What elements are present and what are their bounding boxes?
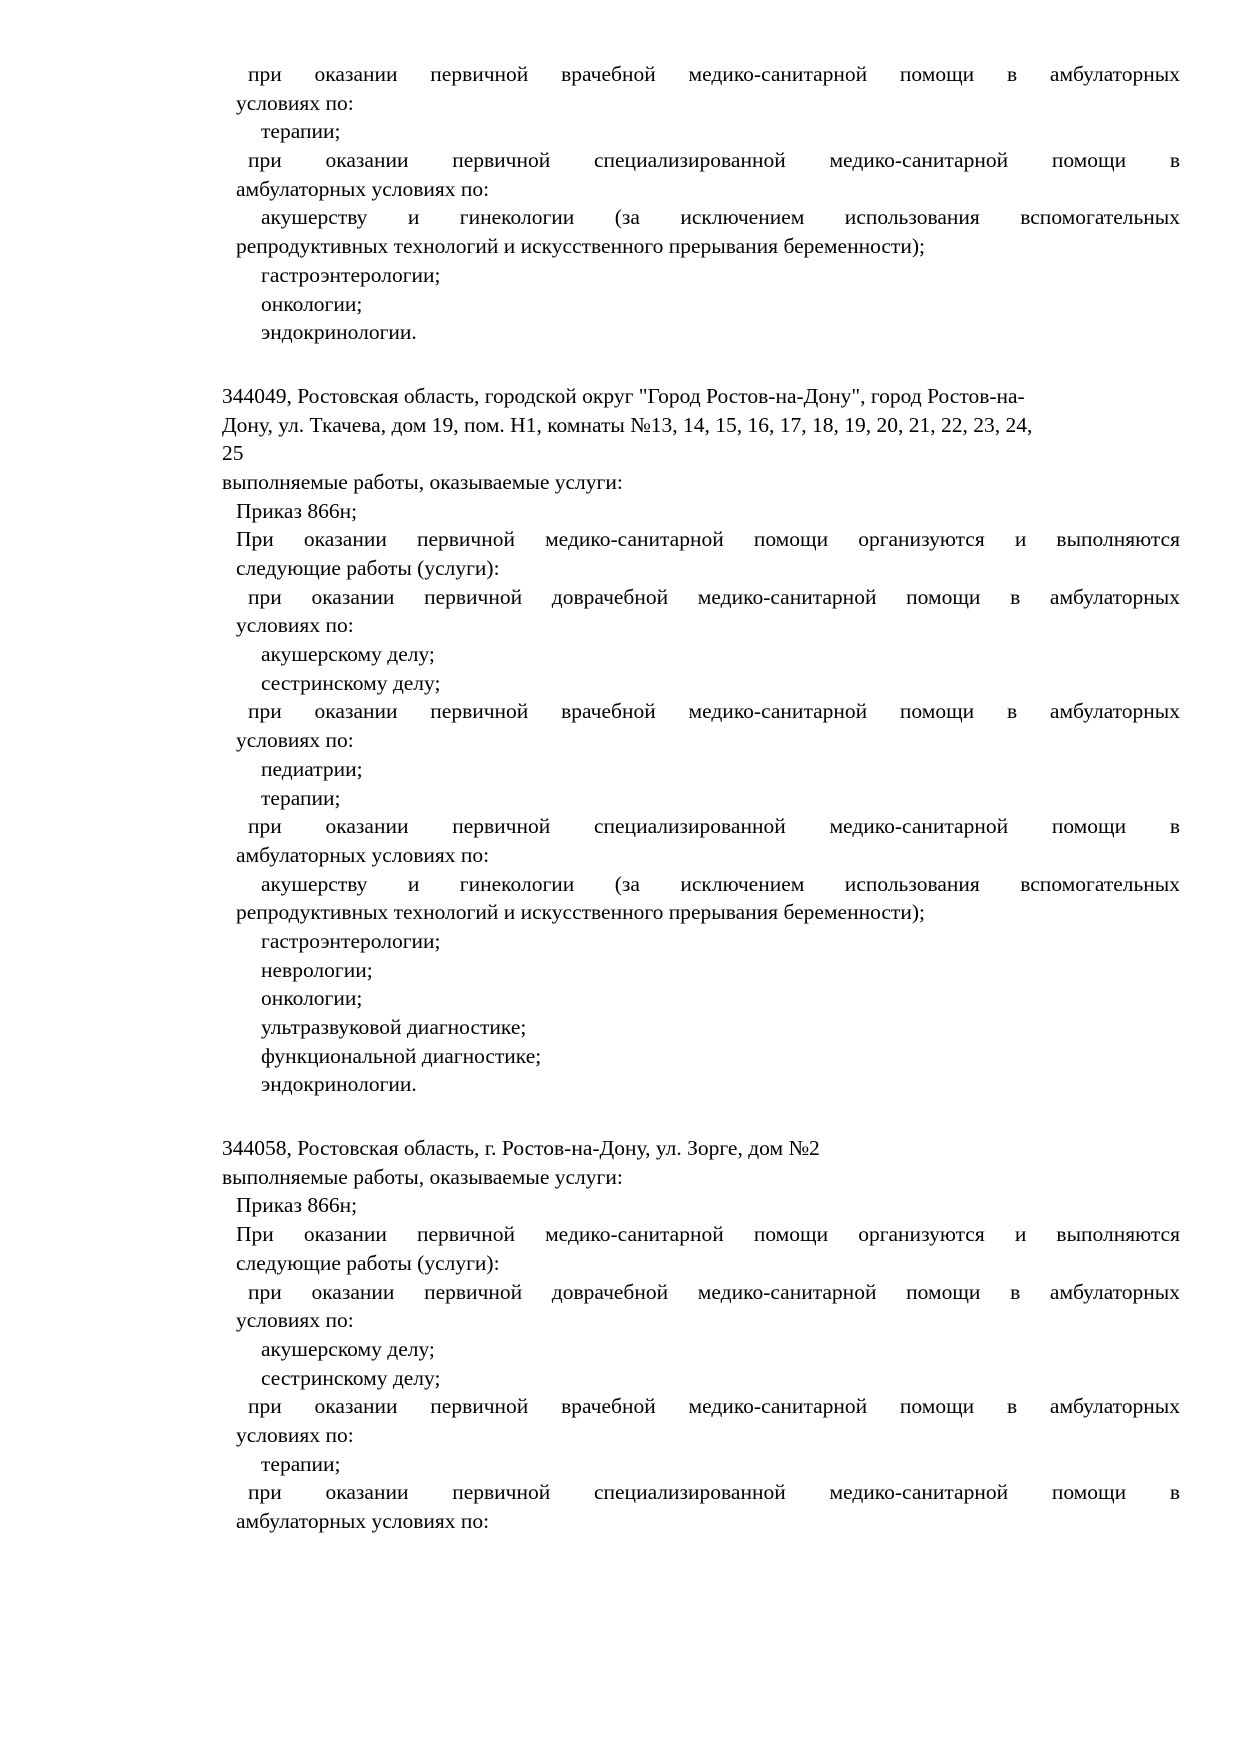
text-line: условиях по: [236,1308,354,1333]
text-line: 25 [222,441,244,466]
text-line: условиях по: [236,613,354,638]
text-line: амбулаторных условиях по: [236,176,490,201]
text-line: гастроэнтерологии; [261,262,441,287]
text-line: онкологии; [261,291,363,316]
text-line: репродуктивных технологий и искусственного прерывания беременности); [236,900,925,925]
spacer [0,1099,1241,1134]
text-line: репродуктивных технологий и искусственного прерывания беременности); [236,234,925,259]
text-line: амбулаторных условиях по: [236,842,490,867]
text-line: условиях по: [236,90,354,115]
text-line: акушерству и гинекологии (за исключением использования вспомогательных [261,205,1180,230]
text-line: терапии; [261,1451,341,1476]
text-line: неврологии; [261,957,373,982]
text-line: 344049, Ростовская область, городской округ "Город Ростов-на-Дону", город Ростов-на- [222,383,1025,408]
text-line: функциональной диагностике; [261,1043,542,1068]
spacer [0,347,1241,382]
text-line: при оказании первичной доврачебной медико-санитарной помощи в амбулаторных [248,584,1180,609]
text-line: При оказании первичной медико-санитарной помощи организуются и выполняются [236,527,1180,552]
text-line: эндокринологии. [261,1072,417,1097]
section-address-zorge [0,1134,1241,1536]
text-line: при оказании первичной специализированной медико-санитарной помощи в [248,1480,1180,1505]
text-line: ультразвуковой диагностике; [261,1015,527,1039]
text-line: акушерскому делу; [261,1336,435,1361]
text-line: эндокринологии. [261,320,417,345]
text-line: при оказании первичной специализированной медико-санитарной помощи в [248,814,1180,839]
text-line: при оказании первичной врачебной медико-санитарной помощи в амбулаторных [248,699,1180,724]
text-line: следующие работы (услуги): [236,1250,500,1275]
text-line: выполняемые работы, оказываемые услуги: [222,1164,623,1189]
text-line: сестринскому делу; [261,670,441,695]
text-line: при оказании первичной специализированной медико-санитарной помощи в [248,148,1180,173]
text-line: при оказании первичной доврачебной медико-санитарной помощи в амбулаторных [248,1279,1180,1304]
text-line: При оказании первичной медико-санитарной помощи организуются и выполняются [236,1222,1180,1247]
text-line: 344058, Ростовская область, г. Ростов-на-Дону, ул. Зорге, дом №2 [222,1136,820,1161]
text-line: педиатрии; [261,756,363,781]
text-line: акушерскому делу; [261,642,435,667]
text-line: сестринскому делу; [261,1365,441,1390]
document-page [0,60,1241,1536]
text-line: акушерству и гинекологии (за исключением использования вспомогательных [261,871,1180,896]
text-line: амбулаторных условиях по: [236,1509,490,1533]
text-line: терапии; [261,119,341,144]
text-line: терапии; [261,785,341,810]
section-services-continued [0,60,1241,347]
text-line: следующие работы (услуги): [236,556,500,580]
text-line: при оказании первичной врачебной медико-санитарной помощи в амбулаторных [248,1394,1180,1419]
text-line: Приказ 866н; [236,1193,358,1218]
text-line: при оказании первичной врачебной медико-санитарной помощи в амбулаторных [248,62,1180,86]
text-line: выполняемые работы, оказываемые услуги: [222,469,623,494]
text-line: онкологии; [261,986,363,1011]
text-line: условиях по: [236,728,354,753]
text-line: условиях по: [236,1422,354,1447]
text-line: Дону, ул. Ткачева, дом 19, пом. Н1, комнаты №13, 14, 15, 16, 17, 18, 19, 20, 21, 22, 23, 24, [222,412,1033,437]
section-address-tkacheva [0,382,1241,1099]
text-line: гастроэнтерологии; [261,928,441,953]
text-line: Приказ 866н; [236,498,358,523]
